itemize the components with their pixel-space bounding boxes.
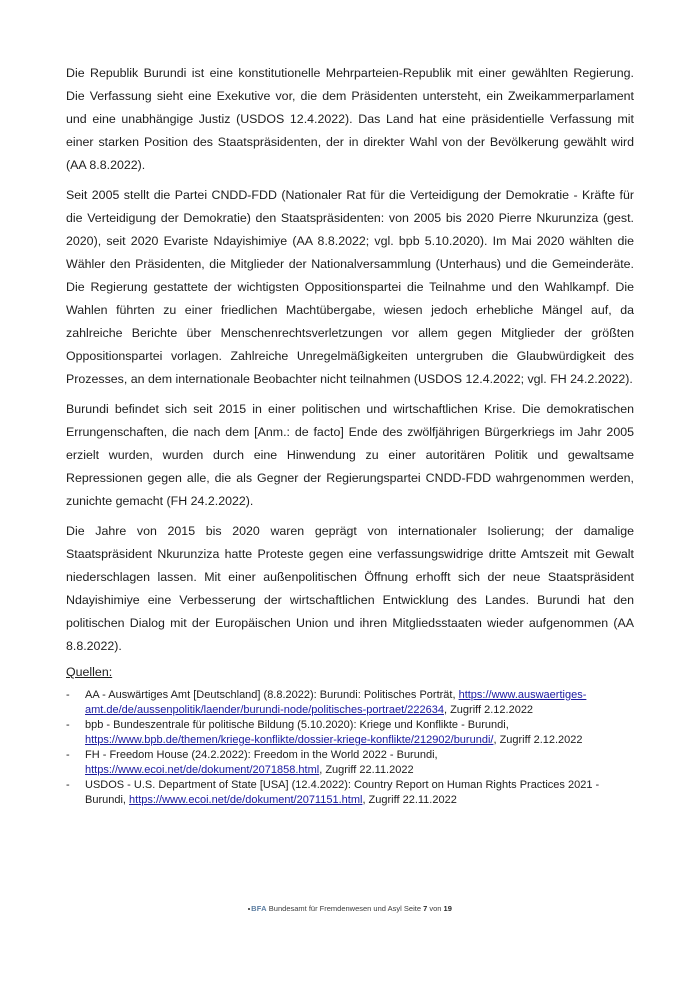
source-text: AA - Auswärtiges Amt [Deutschland] (8.8.2022): Burundi: Politisches Porträt, — [85, 689, 456, 701]
footer-page-current: 7 — [423, 904, 428, 913]
bullet-dash: - — [66, 779, 70, 791]
source-link-aa[interactable]: https://www.auswaertiges-amt.de/de/aussenpolitik/laender/burundi-node/politisches-portraet/222634 — [85, 689, 587, 716]
footer-page-total: 19 — [443, 904, 452, 913]
source-access-date: , Zugriff 22.11.2022 — [319, 764, 414, 776]
source-link-bpb[interactable]: https://www.bpb.de/themen/kriege-konflikte/dossier-kriege-konflikte/212902/burundi/ — [85, 734, 494, 746]
sources-list — [66, 688, 634, 808]
source-item-bpb — [66, 718, 634, 748]
body-paragraph-4: Die Jahre von 2015 bis 2020 waren geprägt von internationaler Isolierung; der damalige Staatspräsident Nkurunziza hatte Proteste gegen eine verfassungswidrige dritte Amtszeit mit Gewalt niederschlagen lassen. Mit einer außenpolitischen Öffnung erhofft sich der neue Staatspräsident Ndayishimiye eine Verbesserung der wirtschaftlichen Entwicklung des Landes. Burundi hat den politischen Dialog mit der Europäischen Union und ihren Mitgliedsstaaten wieder aufgenommen (AA 8.8.2022). — [66, 524, 634, 653]
body-paragraph-3: Burundi befindet sich seit 2015 in einer politischen und wirtschaftlichen Krise. Die demokratischen Errungenschaften, die nach dem [Anm.: de facto] Ende des zwölfjährigen Bürgerkriegs im Jahr 2005 erzielt wurden, wurden durch eine Hinwendung zu einer autoritären Politik und gewaltsame Repressionen gegen alle, die als Gegner der Regierungspartei CNDD-FDD wahrgenommen werden, zunichte gemacht (FH 24.2.2022). — [66, 402, 634, 508]
footer-page-label: Seite — [403, 904, 421, 913]
source-access-date: , Zugriff 2.12.2022 — [493, 734, 583, 746]
page-footer — [0, 903, 700, 915]
body-paragraph-1: Die Republik Burundi ist eine konstitutionelle Mehrparteien-Republik mit einer gewählten Regierung. Die Verfassung sieht eine Exekutive vor, die dem Präsidenten untersteht, ein Zweikammerparlament und eine unabhängige Justiz (USDOS 12.4.2022). Das Land hat eine präsidentielle Verfassung mit einer starken Position des Staatspräsidenten, der in direkter Wahl von der Bevölkerung gewählt wird (AA 8.8.2022). — [66, 66, 634, 172]
bfa-logo-dot — [248, 908, 250, 910]
footer-of-label: von — [429, 904, 442, 913]
source-access-date: , Zugriff 2.12.2022 — [443, 704, 534, 716]
bullet-dash: - — [66, 719, 70, 731]
document-content — [66, 62, 634, 808]
source-item-aa — [66, 688, 634, 718]
source-text: FH - Freedom House (24.2.2022): Freedom in the World 2022 - Burundi, — [85, 749, 438, 761]
source-item-fh — [66, 748, 634, 778]
sources-heading: Quellen: — [66, 665, 113, 679]
source-access-date: , Zugriff 22.11.2022 — [362, 794, 457, 806]
source-text: USDOS - U.S. Department of State [USA] (12.4.2022): Country Report on Human Rights Practices 2021 - Burundi, — [85, 779, 600, 806]
bullet-dash: - — [66, 749, 70, 761]
bfa-logo: BFA — [251, 904, 267, 913]
source-item-usdos — [66, 778, 634, 808]
source-link-usdos[interactable]: https://www.ecoi.net/de/dokument/2071151.html — [129, 794, 363, 806]
footer-org-name: Bundesamt für Fremdenwesen und Asyl — [268, 904, 402, 913]
body-paragraph-2: Seit 2005 stellt die Partei CNDD-FDD (Nationaler Rat für die Verteidigung der Demokratie - Kräfte für die Verteidigung der Demokratie) den Staatspräsidenten: von 2005 bis 2020 Pierre Nkurunziza (gest. 2020), seit 2020 Evariste Ndayishimiye (AA 8.8.2022; vgl. bpb 5.10.2020). Im Mai 2020 wählten die Wähler den Präsidenten, die Mitglieder der Nationalversammlung (Unterhaus) und die Gemeinderäte. Die Regierung gestattete der wichtigsten Oppositionspartei die Teilnahme und den Wahlkampf. Die Wahlen führten zu einer friedlichen Machtübergabe, wiesen jedoch erhebliche Mängel auf, da zahlreiche Berichte über Menschenrechtsverletzungen vor allem gegen Mitglieder der größten Oppositionspartei vorlagen. Zahlreiche Unregelmäßigkeiten untergruben die Glaubwürdigkeit des Prozesses, an dem internationale Beobachter nicht teilnahmen (USDOS 12.4.2022; vgl. FH 24.2.2022). — [66, 188, 634, 386]
source-text: bpb - Bundeszentrale für politische Bildung (5.10.2020): Kriege und Konflikte - Burundi, — [85, 719, 509, 731]
source-link-fh[interactable]: https://www.ecoi.net/de/dokument/2071858.html — [85, 764, 320, 776]
bullet-dash: - — [66, 689, 70, 701]
